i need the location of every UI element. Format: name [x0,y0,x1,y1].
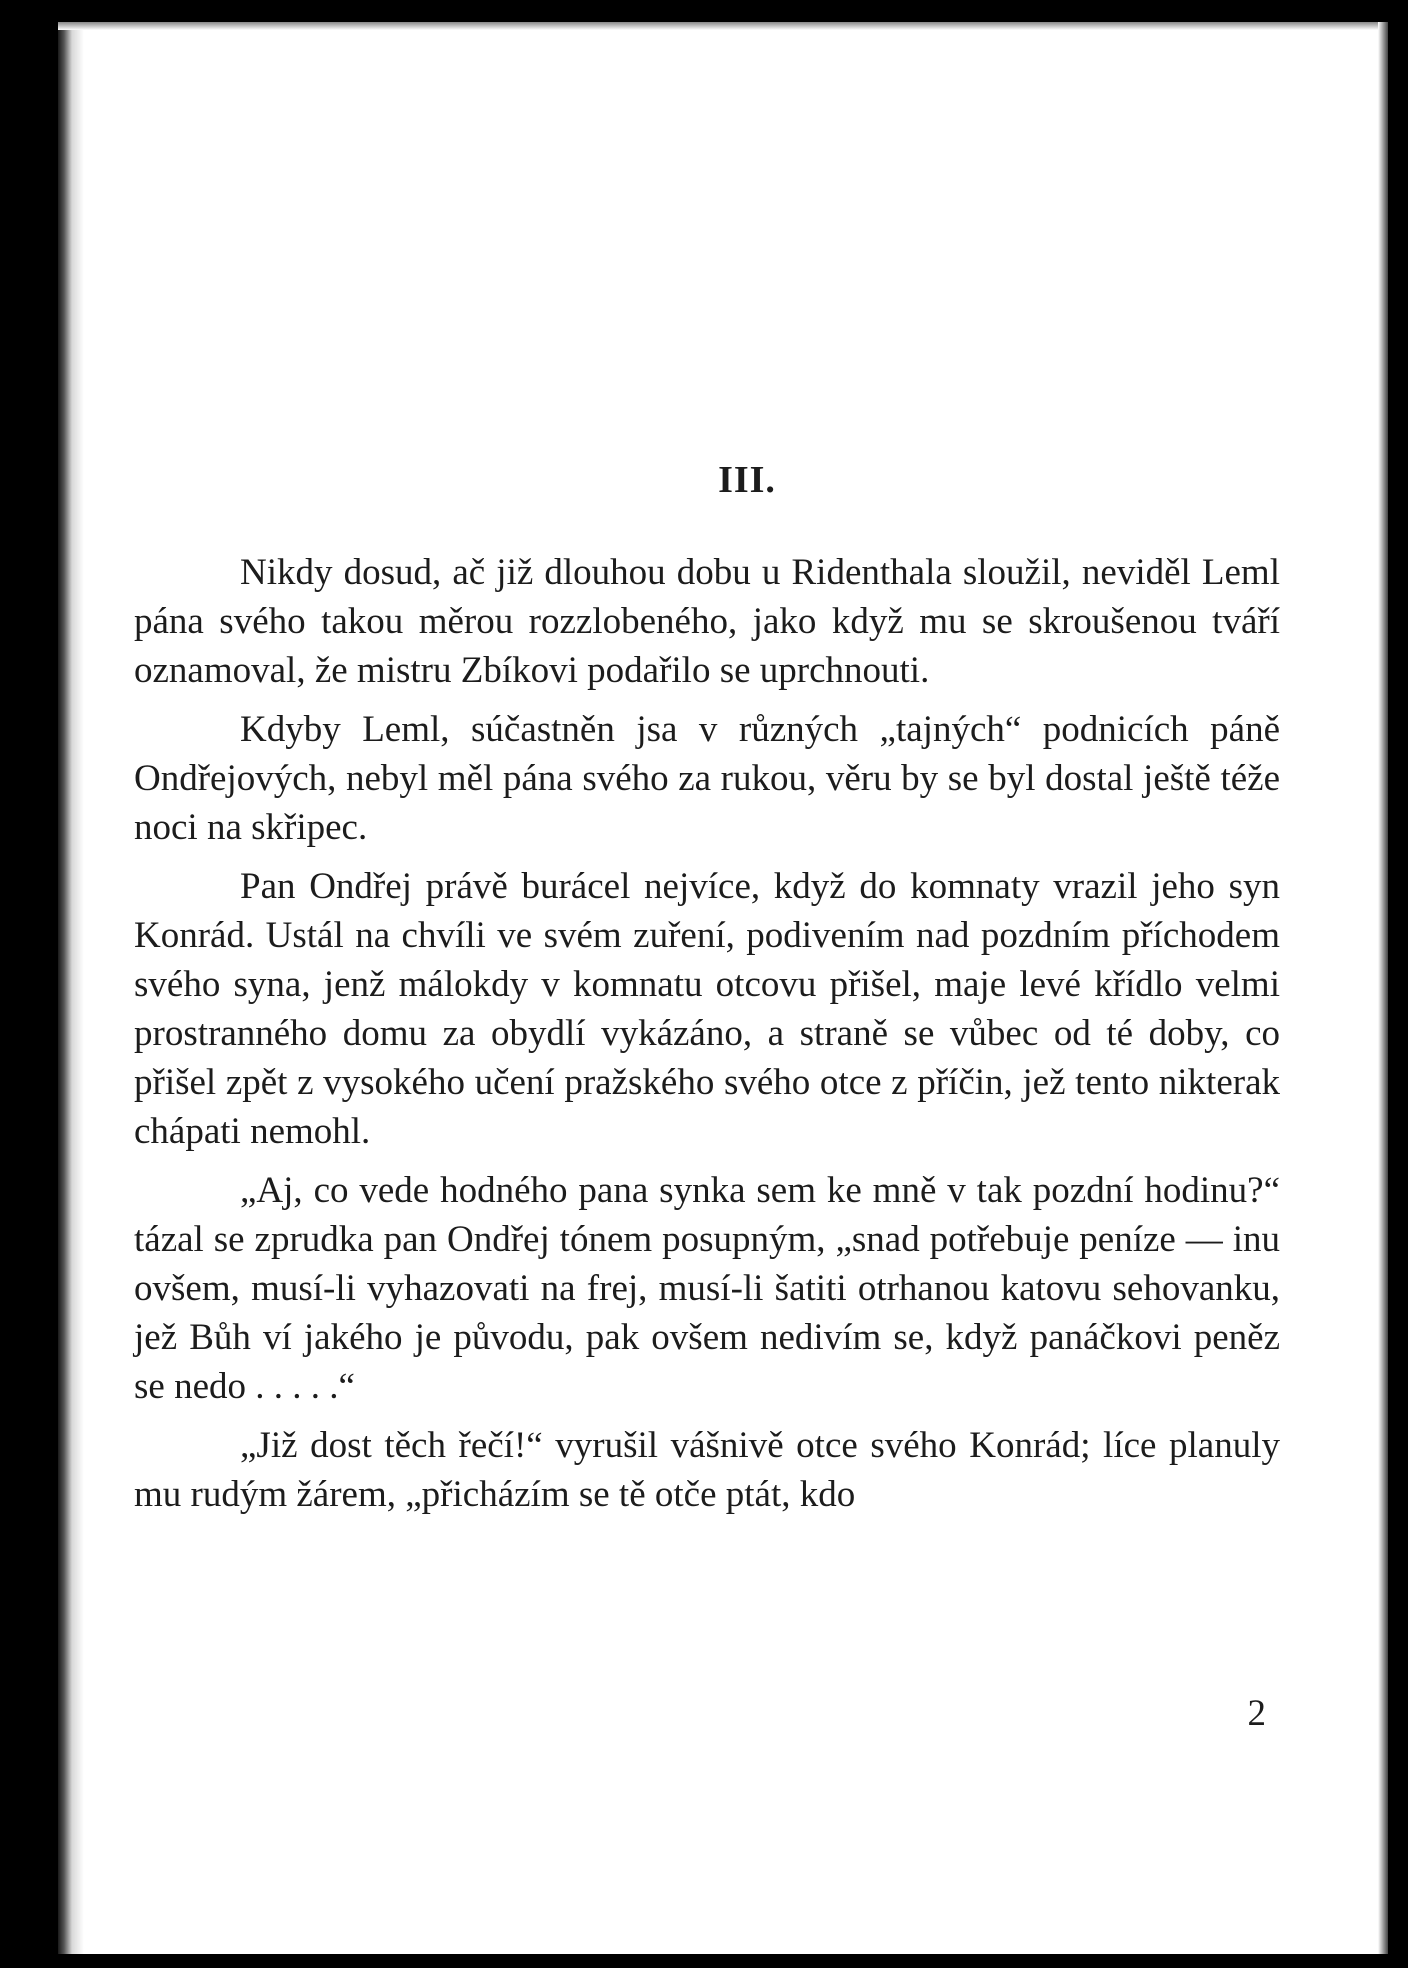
book-spine-shadow [58,22,84,1954]
paragraph: „Aj, co vede hodného pana synka sem ke mně v tak pozdní hodinu?“ tázal se zprudka pan Ondřej tónem posupným, „snad potřebuje peníze — inu ovšem, musí-li vyhazovati na frej, musí-li šatiti otrhanou katovu sehovanku, jež Bůh ví jakého je původu, pak ovšem nedivím se, když panáčkovi peněz se nedo . . . . .“ [134,1170,1280,1407]
body-text [134,548,1280,1529]
paragraph: „Již dost těch řečí!“ vyrušil vášnivě otce svého Konrád; líce planuly mu rudým žárem, „přicházím se tě otče ptát, kdo [134,1425,1280,1515]
right-edge-shadow [1378,22,1388,1954]
top-edge-shadow [58,22,1388,30]
paragraph: Nikdy dosud, ač již dlouhou dobu u Ridenthala sloužil, neviděl Leml pána svého takou měrou rozzlobeného, jako když mu se skroušenou tváří oznamoval, že mistru Zbíkovi podařilo se uprchnouti. [134,552,1280,691]
paragraph: Pan Ondřej právě burácel nejvíce, když do komnaty vrazil jeho syn Konrád. Ustál na chvíli ve svém zuření, podivením nad pozdním příchodem svého syna, jenž málokdy v komnatu otcovu přišel, maje levé křídlo velmi prostranného domu za obydlí vykázáno, a straně se vůbec od té doby, co přišel zpět z vysokého učení pražského svého otce z příčin, jež tento nikterak chápati nemohl. [134,866,1280,1152]
paragraph: Kdyby Leml, súčastněn jsa v různých „tajných“ podnicích páně Ondřejových, nebyl měl pána svého za rukou, věru by se byl dostal ještě téže noci na skřipec. [134,709,1280,848]
page-number: 2 [1247,1693,1266,1734]
book-page [58,22,1388,1954]
chapter-heading: III. [718,459,776,501]
